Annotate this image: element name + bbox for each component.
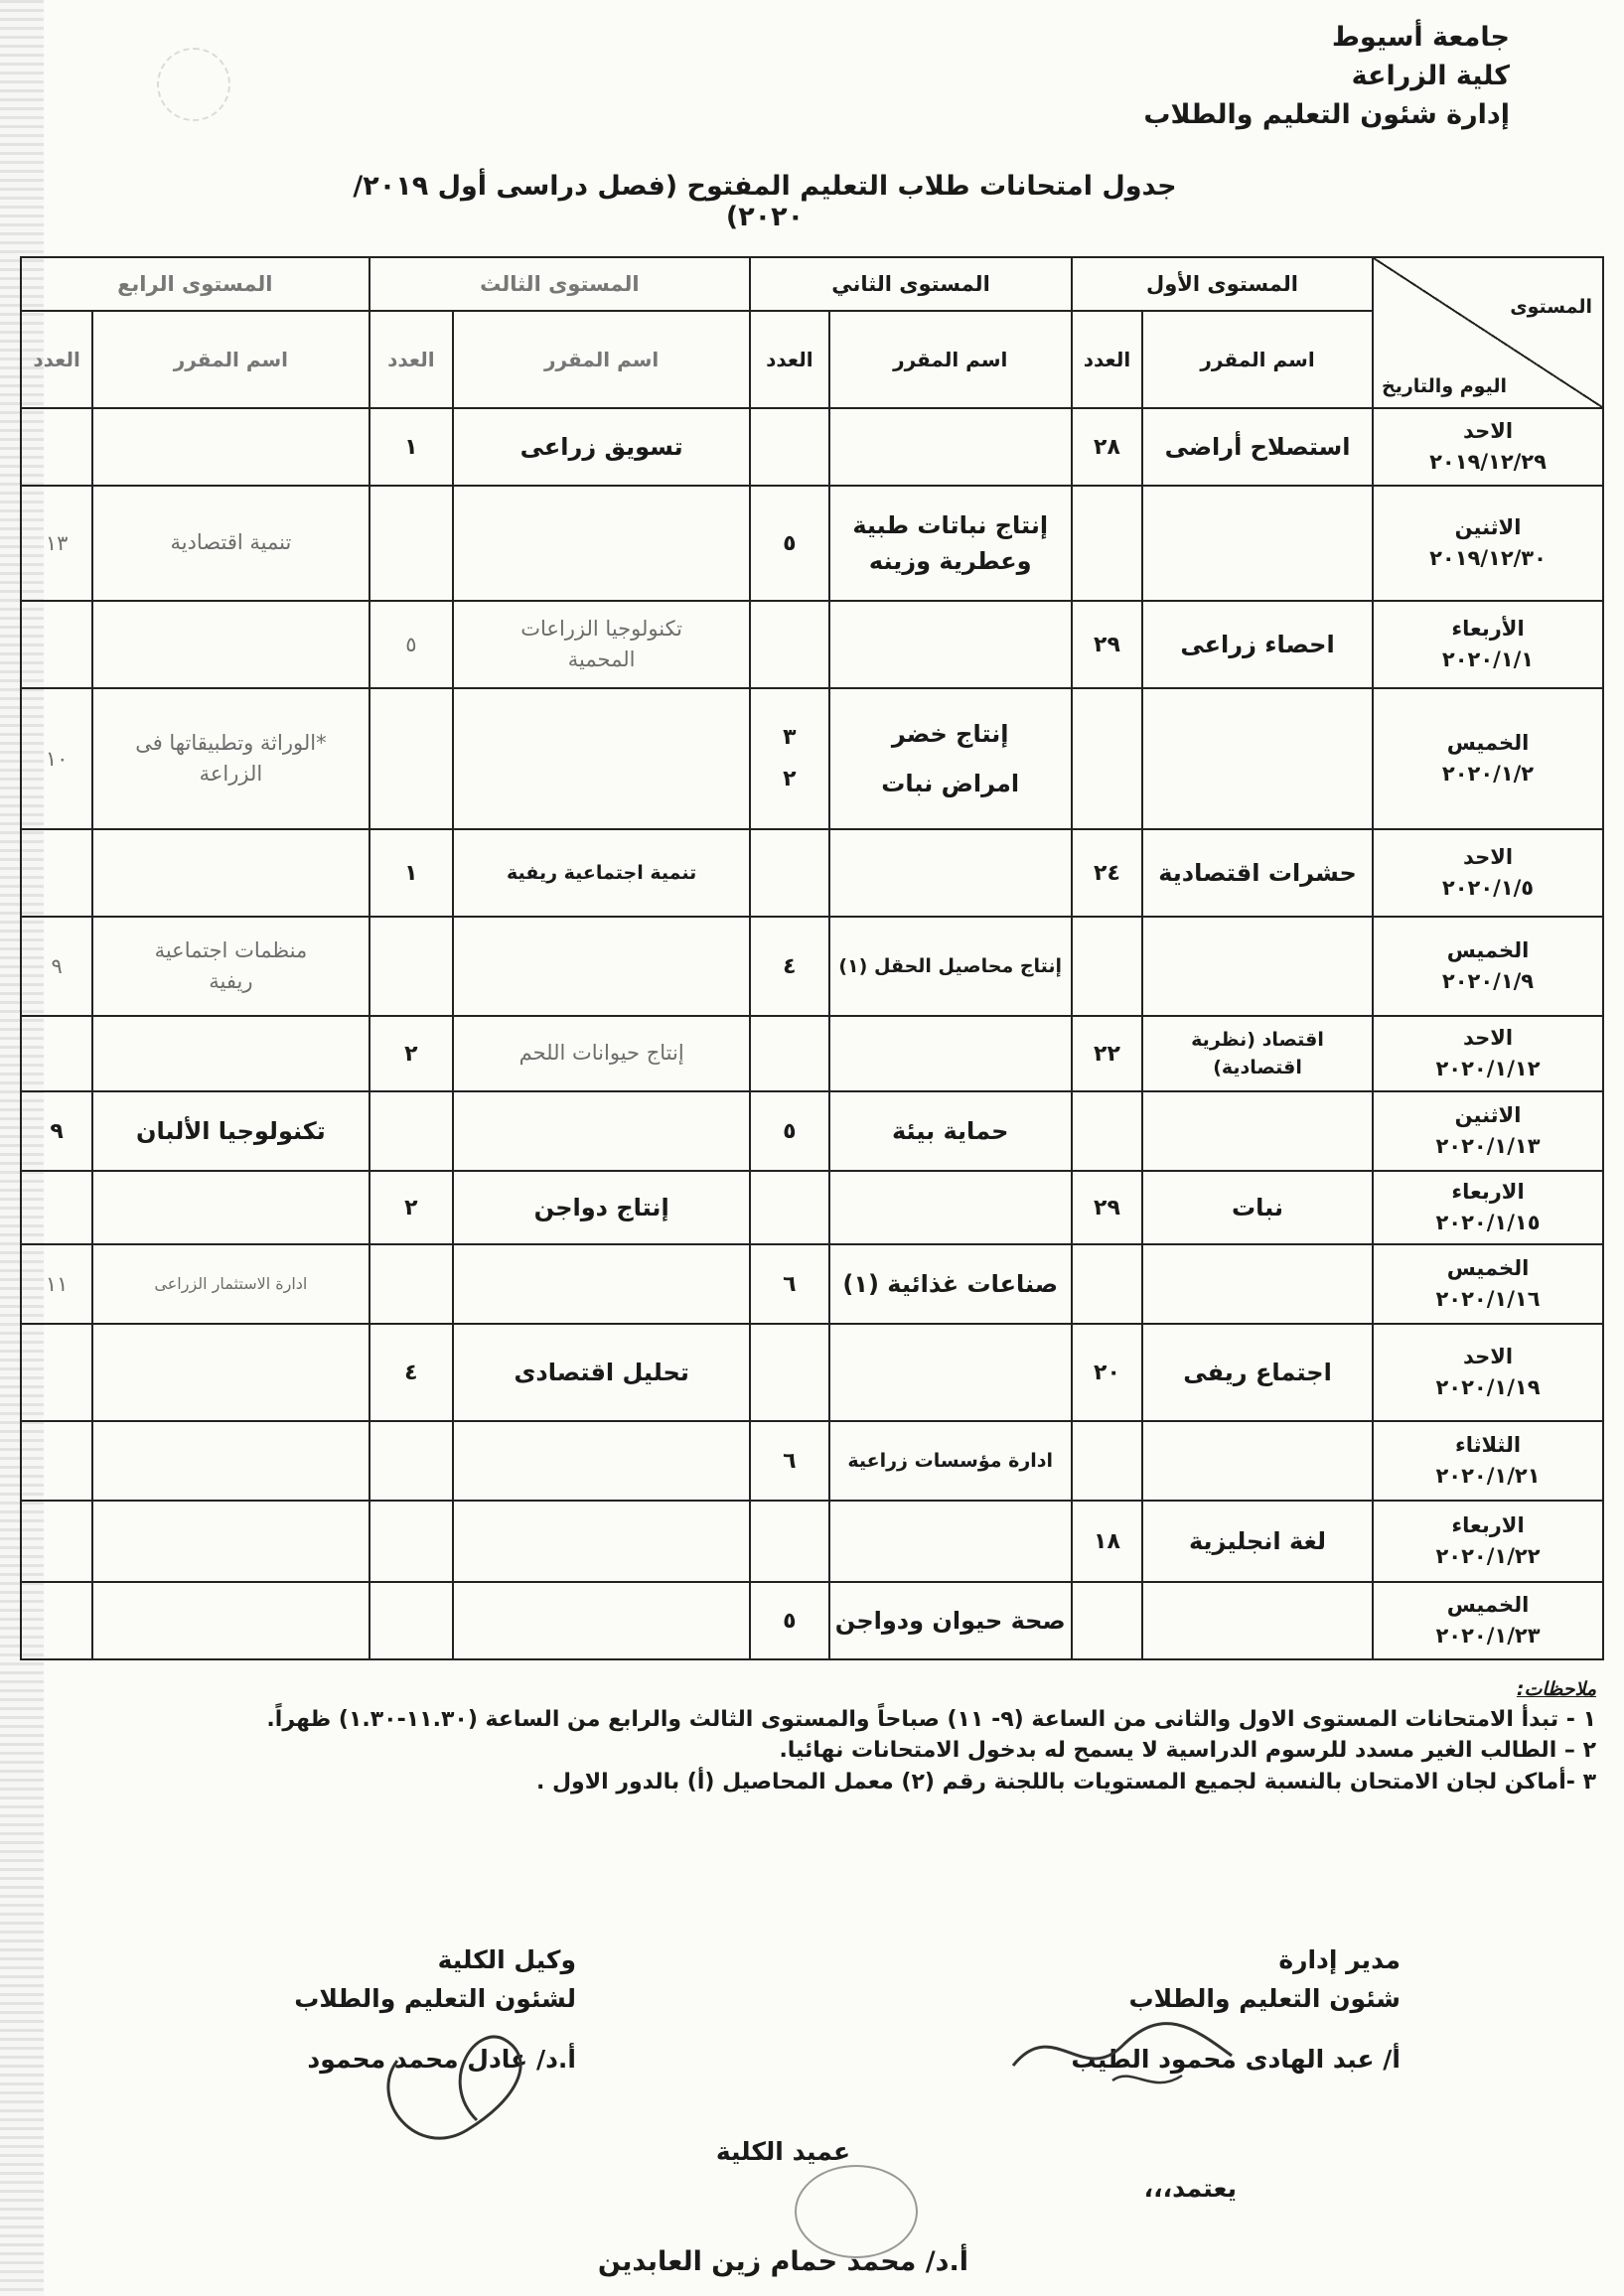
l4-course <box>92 1324 369 1421</box>
l1-course: احصاء زراعى <box>1142 601 1373 688</box>
l4-count: ١٠ <box>21 688 92 829</box>
day-cell: الاحد ٢٠٢٠/١/١٢ <box>1373 1016 1603 1091</box>
document-header <box>1143 18 1510 134</box>
day-cell: الاربعاء ٢٠٢٠/١/١٥ <box>1373 1171 1603 1244</box>
col-count-l2: العدد <box>750 311 828 408</box>
l2-count <box>750 1016 828 1091</box>
l3-count <box>369 1501 454 1582</box>
faculty-name: كلية الزراعة <box>1351 61 1510 92</box>
l2-course <box>829 1016 1072 1091</box>
faded-stamp <box>157 48 230 121</box>
l1-count: ٢٨ <box>1072 408 1142 486</box>
l2-count: ٥ <box>750 1582 828 1659</box>
l4-count <box>21 1582 92 1659</box>
l4-count <box>21 1501 92 1582</box>
day-cell: الاثنين ٢٠١٩/١٢/٣٠ <box>1373 486 1603 601</box>
l1-count: ١٨ <box>1072 1501 1142 1582</box>
department-name: إدارة شئون التعليم والطلاب <box>1143 99 1510 131</box>
l3-count: ١ <box>369 829 454 917</box>
l1-count <box>1072 1421 1142 1501</box>
l2-course <box>829 1324 1072 1421</box>
l2-course: صحة حيوان ودواجن <box>829 1582 1072 1659</box>
l1-course <box>1142 1582 1373 1659</box>
l4-course: تكنولوجيا الألبان <box>92 1091 369 1171</box>
l1-course <box>1142 1091 1373 1171</box>
university-name: جامعة أسيوط <box>1331 22 1510 53</box>
l4-count <box>21 829 92 917</box>
l2-count: ٥ <box>750 486 828 601</box>
col-course-l2: اسم المقرر <box>829 311 1072 408</box>
l3-count: ٢ <box>369 1016 454 1091</box>
col-count-l1: العدد <box>1072 311 1142 408</box>
level-2-header: المستوى الثاني <box>750 257 1072 311</box>
table-row <box>21 1244 1603 1324</box>
director-title-1: مدير إدارة <box>1278 1945 1401 1974</box>
l1-course: حشرات اقتصادية <box>1142 829 1373 917</box>
l2-course <box>829 829 1072 917</box>
l4-count <box>21 1421 92 1501</box>
l2-course: ادارة مؤسسات زراعية <box>829 1421 1072 1501</box>
table-row <box>21 408 1603 486</box>
approval-label: يعتمد،،، <box>1143 2174 1237 2203</box>
l4-count: ٩ <box>21 917 92 1016</box>
l3-course <box>453 1091 750 1171</box>
director-title-2: شئون التعليم والطلاب <box>1128 1983 1401 2013</box>
col-course-l3: اسم المقرر <box>453 311 750 408</box>
l1-count <box>1072 1244 1142 1324</box>
l3-course <box>453 486 750 601</box>
l4-course <box>92 1582 369 1659</box>
l2-count: ٦ <box>750 1421 828 1501</box>
l3-count: ٤ <box>369 1324 454 1421</box>
l3-course: إنتاج حيوانات اللحم <box>453 1016 750 1091</box>
l4-count: ١٣ <box>21 486 92 601</box>
l2-course <box>829 601 1072 688</box>
table-row <box>21 486 1603 601</box>
l2-count <box>750 1171 828 1244</box>
l1-course: اقتصاد (نظرية اقتصادية) <box>1142 1016 1373 1091</box>
l1-course <box>1142 917 1373 1016</box>
l1-course: لغة انجليزية <box>1142 1501 1373 1582</box>
l2-count: ٥ <box>750 1091 828 1171</box>
vice-dean-handwritten-signature <box>358 2021 576 2170</box>
l1-count: ٢٢ <box>1072 1016 1142 1091</box>
l3-course: إنتاج دواجن <box>453 1171 750 1244</box>
vice-dean-title-2: لشئون التعليم والطلاب <box>294 1983 576 2013</box>
notes-section <box>27 1676 1596 1798</box>
day-cell: الاحد ٢٠١٩/١٢/٢٩ <box>1373 408 1603 486</box>
dean-name: أ.د/ محمد حمام زين العابدين <box>597 2245 968 2277</box>
table-row <box>21 829 1603 917</box>
l3-course <box>453 1582 750 1659</box>
l3-course <box>453 1501 750 1582</box>
l3-course <box>453 688 750 829</box>
l4-course <box>92 1501 369 1582</box>
l4-count <box>21 1171 92 1244</box>
l4-count <box>21 1016 92 1091</box>
l1-course <box>1142 1244 1373 1324</box>
l3-count <box>369 486 454 601</box>
l1-count <box>1072 1091 1142 1171</box>
l4-count: ١١ <box>21 1244 92 1324</box>
l1-count: ٢٩ <box>1072 1171 1142 1244</box>
corner-level-label: المستوى <box>1510 296 1592 318</box>
l3-count <box>369 1421 454 1501</box>
director-handwritten-signature <box>993 1996 1252 2105</box>
l3-count <box>369 1582 454 1659</box>
col-count-l3: العدد <box>369 311 454 408</box>
l1-count <box>1072 688 1142 829</box>
l4-course <box>92 1016 369 1091</box>
day-cell: الاحد ٢٠٢٠/١/١٩ <box>1373 1324 1603 1421</box>
l2-course <box>829 1501 1072 1582</box>
l2-count: ٤ <box>750 917 828 1016</box>
l4-count <box>21 601 92 688</box>
l2-course: صناعات غذائية (١) <box>829 1244 1072 1324</box>
faculty-seal-stamp <box>795 2165 918 2258</box>
corner-header <box>1373 257 1603 408</box>
l2-course <box>829 1171 1072 1244</box>
table-row <box>21 1501 1603 1582</box>
l1-count <box>1072 486 1142 601</box>
l3-course <box>453 1421 750 1501</box>
l3-count: ٥ <box>369 601 454 688</box>
l2-course: إنتاج محاصيل الحقل (١) <box>829 917 1072 1016</box>
l3-count <box>369 1091 454 1171</box>
l3-course: تكنولوجيا الزراعات المحمية <box>453 601 750 688</box>
day-cell: الخميس ٢٠٢٠/١/٢٣ <box>1373 1582 1603 1659</box>
note-item: ١ - تبدأ الامتحانات المستوى الاول والثانى من الساعة (٩- ١١) صباحاً والمستوى الثالث والرابع من الساعة (١١.٣٠-١.٣٠) ظهراً. <box>266 1706 1596 1732</box>
l4-course: *الوراثة وتطبيقاتها فى الزراعة <box>92 688 369 829</box>
l1-course <box>1142 486 1373 601</box>
l4-course <box>92 829 369 917</box>
col-course-l4: اسم المقرر <box>92 311 369 408</box>
day-cell: الثلاثاء ٢٠٢٠/١/٢١ <box>1373 1421 1603 1501</box>
l3-course <box>453 1244 750 1324</box>
day-cell: الأربعاء ٢٠٢٠/١/١ <box>1373 601 1603 688</box>
corner-date-label: اليوم والتاريخ <box>1382 375 1507 397</box>
note-item: ٢ – الطالب الغير مسدد للرسوم الدراسية لا يسمح له بدخول الامتحانات نهائيا. <box>779 1738 1596 1764</box>
l2-course: إنتاج نباتات طبية وعطرية وزينه <box>829 486 1072 601</box>
day-cell: الخميس ٢٠٢٠/١/٩ <box>1373 917 1603 1016</box>
l1-count: ٢٩ <box>1072 601 1142 688</box>
l3-count <box>369 917 454 1016</box>
l1-count <box>1072 917 1142 1016</box>
table-row <box>21 1421 1603 1501</box>
l2-course: حماية بيئة <box>829 1091 1072 1171</box>
l4-count <box>21 408 92 486</box>
l2-count <box>750 601 828 688</box>
exam-schedule-table <box>20 256 1604 1660</box>
l4-course: ادارة الاستثمار الزراعى <box>92 1244 369 1324</box>
l1-course: اجتماع ريفى <box>1142 1324 1373 1421</box>
l1-count: ٢٠ <box>1072 1324 1142 1421</box>
table-row <box>21 1016 1603 1091</box>
l4-count: ٩ <box>21 1091 92 1171</box>
l4-course <box>92 408 369 486</box>
l3-course <box>453 917 750 1016</box>
level-4-header: المستوى الرابع <box>21 257 369 311</box>
l2-count <box>750 829 828 917</box>
dean-title: عميد الكلية <box>715 2137 851 2166</box>
day-cell: الاثنين ٢٠٢٠/١/١٣ <box>1373 1091 1603 1171</box>
table-row <box>21 1171 1603 1244</box>
l3-count <box>369 688 454 829</box>
l1-count <box>1072 1582 1142 1659</box>
l3-course: تحليل اقتصادى <box>453 1324 750 1421</box>
l1-course <box>1142 1421 1373 1501</box>
l2-course <box>829 408 1072 486</box>
l3-count: ١ <box>369 408 454 486</box>
col-course-l1: اسم المقرر <box>1142 311 1373 408</box>
vice-dean-name: أ.د/ عادل محمد محمود <box>307 2044 576 2074</box>
l3-count: ٢ <box>369 1171 454 1244</box>
l2-count <box>750 408 828 486</box>
day-cell: الخميس ٢٠٢٠/١/٢ <box>1373 688 1603 829</box>
l1-course: استصلاح أراضى <box>1142 408 1373 486</box>
l4-course <box>92 1171 369 1244</box>
table-row <box>21 1091 1603 1171</box>
table-row <box>21 688 1603 829</box>
l4-course: منظمات اجتماعية ريفية <box>92 917 369 1016</box>
l3-course: تسويق زراعى <box>453 408 750 486</box>
l1-count: ٢٤ <box>1072 829 1142 917</box>
level-1-header: المستوى الأول <box>1072 257 1373 311</box>
l2-course: إنتاج خضر امراض نبات <box>829 688 1072 829</box>
table-row <box>21 1324 1603 1421</box>
table-row <box>21 601 1603 688</box>
notes-title: ملاحظات: <box>1516 1678 1596 1700</box>
table-row <box>21 1582 1603 1659</box>
l2-count: ٣ ٢ <box>750 688 828 829</box>
l1-course <box>1142 688 1373 829</box>
l4-course <box>92 601 369 688</box>
level-3-header: المستوى الثالث <box>369 257 751 311</box>
l2-count: ٦ <box>750 1244 828 1324</box>
col-count-l4: العدد <box>21 311 92 408</box>
l4-course <box>92 1421 369 1501</box>
table-row <box>21 917 1603 1016</box>
l4-course: تنمية اقتصادية <box>92 486 369 601</box>
day-cell: الخميس ٢٠٢٠/١/١٦ <box>1373 1244 1603 1324</box>
day-cell: الاربعاء ٢٠٢٠/١/٢٢ <box>1373 1501 1603 1582</box>
director-name: أ/ عبد الهادى محمود الطيب <box>1071 2044 1401 2074</box>
l3-course: تنمية اجتماعية ريفية <box>453 829 750 917</box>
note-item: ٣ -أماكن لجان الامتحان بالنسبة لجميع المستويات باللجنة رقم (٢) معمل المحاصيل (أ) بالدور الاول . <box>535 1770 1596 1795</box>
day-cell: الاحد ٢٠٢٠/١/٥ <box>1373 829 1603 917</box>
document-title: جدول امتحانات طلاب التعليم المفتوح (فصل دراسى أول ٢٠١٩/ ٢٠٢٠) <box>353 171 1177 232</box>
l1-course: نبات <box>1142 1171 1373 1244</box>
vice-dean-title-1: وكيل الكلية <box>437 1945 576 1974</box>
l2-count <box>750 1324 828 1421</box>
l2-count <box>750 1501 828 1582</box>
l4-count <box>21 1324 92 1421</box>
l3-count <box>369 1244 454 1324</box>
